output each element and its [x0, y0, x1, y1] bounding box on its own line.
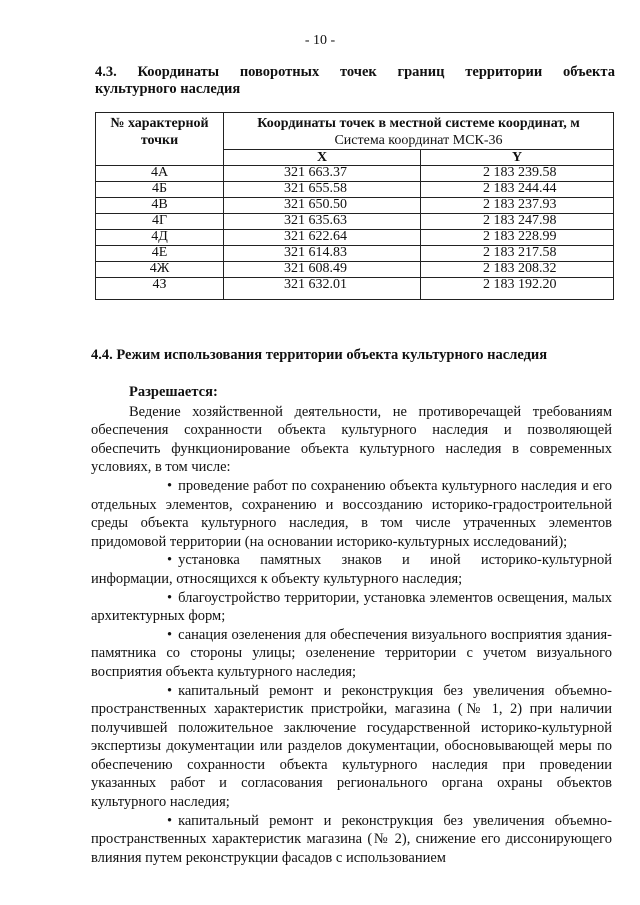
table-row	[96, 166, 614, 182]
y-column-header: Y	[421, 150, 614, 166]
coordinates-header	[224, 113, 614, 150]
coordinate-system-name: Система координат МСК-36	[334, 133, 503, 148]
permitted-subheading: Разрешается:	[129, 384, 218, 400]
permitted-activities-list	[91, 477, 612, 867]
coordinates-table-body	[96, 166, 614, 300]
point-cell: 4Е	[96, 246, 224, 262]
table-row	[96, 262, 614, 278]
point-column-header: № характерной точки	[96, 113, 224, 166]
list-item-text: установка памятных знаков и иной историко-культурной информации, относящихся к объекту культурного наследия;	[91, 552, 612, 587]
section-4-3-heading	[95, 64, 615, 98]
x-cell: 321 622.64	[224, 230, 421, 246]
list-item-text: санация озеленения для обеспечения визуального восприятия здания-памятника со стороны улицы; озеленение территории с учетом визуального восприятия объекта культурного наследия;	[91, 626, 612, 680]
point-cell: 4А	[96, 166, 224, 182]
section-4-4-heading: 4.4. Режим использования территории объекта культурного наследия	[91, 347, 548, 363]
x-cell: 321 650.50	[224, 198, 421, 214]
y-cell: 2 183 228.99	[421, 230, 614, 246]
x-column-header: X	[224, 150, 421, 166]
x-cell: 321 635.63	[224, 214, 421, 230]
bullet-icon: •	[167, 552, 173, 569]
list-item-text: капитальный ремонт и реконструкция без увеличения объемно-пространственных характеристик пристройки, магазина (№ 1, 2) при наличии получившей положительное заключение государственной историко-культурной экспертизы документации или разделов документации, обосновывающей меры по обеспечению сохранности объекта культурного наследия при проведении указанных работ и согласования регионального органа охраны объектов культурного наследия;	[91, 682, 612, 811]
point-cell: 4Д	[96, 230, 224, 246]
x-cell: 321 655.58	[224, 182, 421, 198]
x-cell: 321 663.37	[224, 166, 421, 182]
point-cell: 4В	[96, 198, 224, 214]
list-item-text: проведение работ по сохранению объекта культурного наследия и его отдельных элементов, сохранению и воссозданию историко-градостроительной среды объекта культурного наследия, в том числе утраченных элементов придомовой территории (на основании историко-культурных исследований);	[91, 477, 612, 550]
heading-word: границ	[397, 64, 445, 80]
y-cell: 2 183 237.93	[421, 198, 614, 214]
list-item	[91, 589, 612, 626]
heading-word: объекта	[563, 64, 615, 80]
list-item-text: капитальный ремонт и реконструкция без увеличения объемно-пространственных характеристик магазина (№ 2), снижение его диссонирующего влияния путем реконструкции фасадов с использованием	[91, 812, 612, 866]
y-cell: 2 183 217.58	[421, 246, 614, 262]
bullet-icon: •	[167, 682, 173, 699]
table-row	[96, 182, 614, 198]
x-cell: 321 608.49	[224, 262, 421, 278]
point-cell: 4Ж	[96, 262, 224, 278]
page-number: - 10 -	[304, 33, 336, 48]
point-cell: 4З	[96, 278, 224, 300]
section-4-3-heading-line2: культурного наследия	[95, 81, 241, 97]
list-item	[91, 477, 612, 551]
list-item	[91, 682, 612, 812]
list-item	[91, 551, 612, 588]
table-row	[96, 214, 614, 230]
section-4-4-body	[91, 383, 612, 867]
heading-word: точек	[339, 64, 377, 80]
heading-word: территории	[465, 64, 543, 80]
y-cell: 2 183 208.32	[421, 262, 614, 278]
y-cell: 2 183 192.20	[421, 278, 614, 300]
heading-word: поворотных	[239, 64, 320, 80]
bullet-icon: •	[167, 477, 173, 494]
bullet-icon: •	[167, 589, 173, 606]
point-cell: 4Г	[96, 214, 224, 230]
table-row	[96, 246, 614, 262]
coordinates-header-title: Координаты точек в местной системе координат, м	[257, 116, 580, 131]
y-cell: 2 183 239.58	[421, 166, 614, 182]
intro-paragraph: Ведение хозяйственной деятельности, не противоречащей требованиям обеспечения сохранности объекта культурного наследия и позволяющей обеспечить функционирование объекта культурного наследия в современных условиях, в том числе:	[91, 403, 612, 476]
coordinates-table	[95, 112, 614, 300]
point-cell: 4Б	[96, 182, 224, 198]
bullet-icon: •	[167, 812, 173, 829]
x-cell: 321 614.83	[224, 246, 421, 262]
list-item-text: благоустройство территории, установка элементов освещения, малых архитектурных форм;	[91, 589, 612, 625]
list-item	[91, 812, 612, 868]
table-row	[96, 198, 614, 214]
table-row	[96, 230, 614, 246]
bullet-icon: •	[167, 626, 173, 643]
x-cell: 321 632.01	[224, 278, 421, 300]
section-number: 4.3.	[95, 64, 117, 80]
table-row	[96, 278, 614, 300]
heading-word: Координаты	[137, 64, 220, 80]
y-cell: 2 183 244.44	[421, 182, 614, 198]
section-4-3-heading-line1	[95, 64, 615, 81]
list-item	[91, 626, 612, 682]
y-cell: 2 183 247.98	[421, 214, 614, 230]
